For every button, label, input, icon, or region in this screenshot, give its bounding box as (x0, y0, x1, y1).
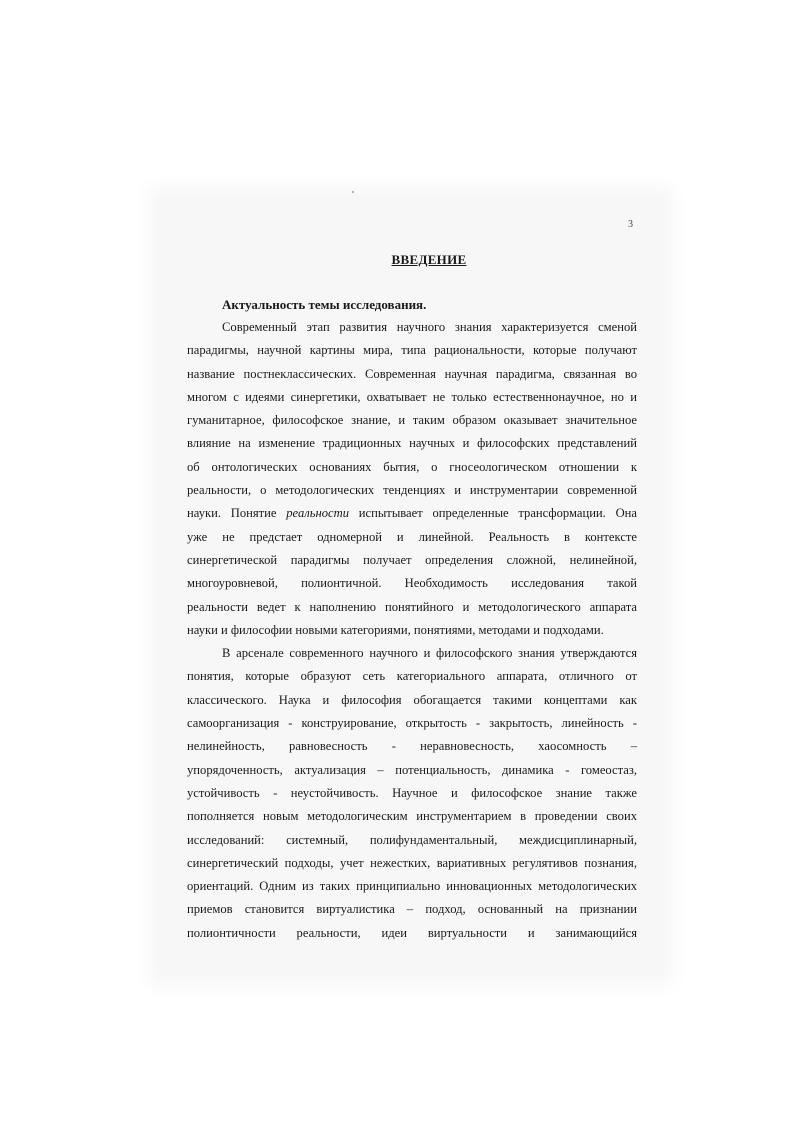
text-line: пополняется новым методологическим инструментарием в проведении своих (187, 809, 637, 824)
text-line: название постнеклассических. Современная научная парадигма, связанная во (187, 366, 637, 381)
text-line: реальности, о методологических тенденциях и инструментарии современной (187, 483, 637, 498)
text-line: об онтологических основаниях бытия, о гносеологическом отношении к (187, 459, 637, 474)
text-line: многоуровневой, полионтичной. Необходимость исследования такой (187, 576, 637, 591)
text-line: устойчивость - неустойчивость. Научное и философское знание также (187, 785, 637, 800)
text-line: ориентаций. Одним из таких принципиально инновационных методологических (187, 879, 637, 894)
text-line: синергетический подходы, учет нежестких, вариативных регулятивов познания, (187, 855, 637, 870)
text-line: понятия, которые образуют сеть категориального аппарата, отличного от (187, 669, 637, 684)
italic-term: реальности (286, 506, 350, 521)
text-line: уже не предстает одномерной и линейной. Реальность в контексте (187, 529, 637, 544)
text-fragment: испытывает определенные трансформации. Она (349, 506, 637, 521)
text-line: реальности ведет к наполнению понятийного и методологического аппарата (187, 599, 637, 614)
text-line: Современный этап развития научного знания характеризуется сменой (222, 320, 637, 334)
text-fragment: науки. Понятие (187, 506, 287, 521)
text-line (187, 502, 637, 525)
page-heading: ВВЕДЕНИЕ (391, 252, 467, 267)
text-line: влияние на изменение традиционных научных и философских представлений (187, 436, 637, 451)
text-line: парадигмы, научной картины мира, типа рациональности, которые получают (187, 343, 637, 358)
text-line: полионтичности реальности, идеи виртуальности и занимающийся (187, 925, 637, 940)
section-title: Актуальность темы исследования. (222, 297, 427, 312)
text-line: исследований: системный, полифундаментальный, междисциплинарный, (187, 832, 637, 847)
text-line: нелинейность, равновесность - неравновесность, хаосомность – (187, 739, 637, 754)
text-line: многом с идеями синергетики, охватывает не только естественнонаучное, но и (187, 389, 637, 404)
text-line: приемов становится виртуалистика – подход, основанный на признании (187, 902, 637, 917)
text-line: гуманитарное, философское знание, и таким образом оказывает значительное (187, 413, 637, 428)
body-text (187, 316, 637, 945)
text-line: В арсенале современного научного и философского знания утверждаются (222, 646, 637, 661)
scan-artifact-dot (352, 191, 354, 193)
page-number: 3 (628, 219, 633, 230)
text-line: классического. Наука и философия обогащается такими концептами как (187, 692, 637, 707)
text-line: синергетической парадигмы получает определения сложной, нелинейной, (187, 552, 637, 567)
text-line: науки и философии новыми категориями, понятиями, методами и подходами. (187, 622, 604, 637)
text-line: самоорганизация - конструирование, открытость - закрытость, линейность - (187, 716, 637, 731)
text-line: упорядоченность, актуализация – потенциальность, динамика - гомеостаз, (187, 762, 637, 777)
